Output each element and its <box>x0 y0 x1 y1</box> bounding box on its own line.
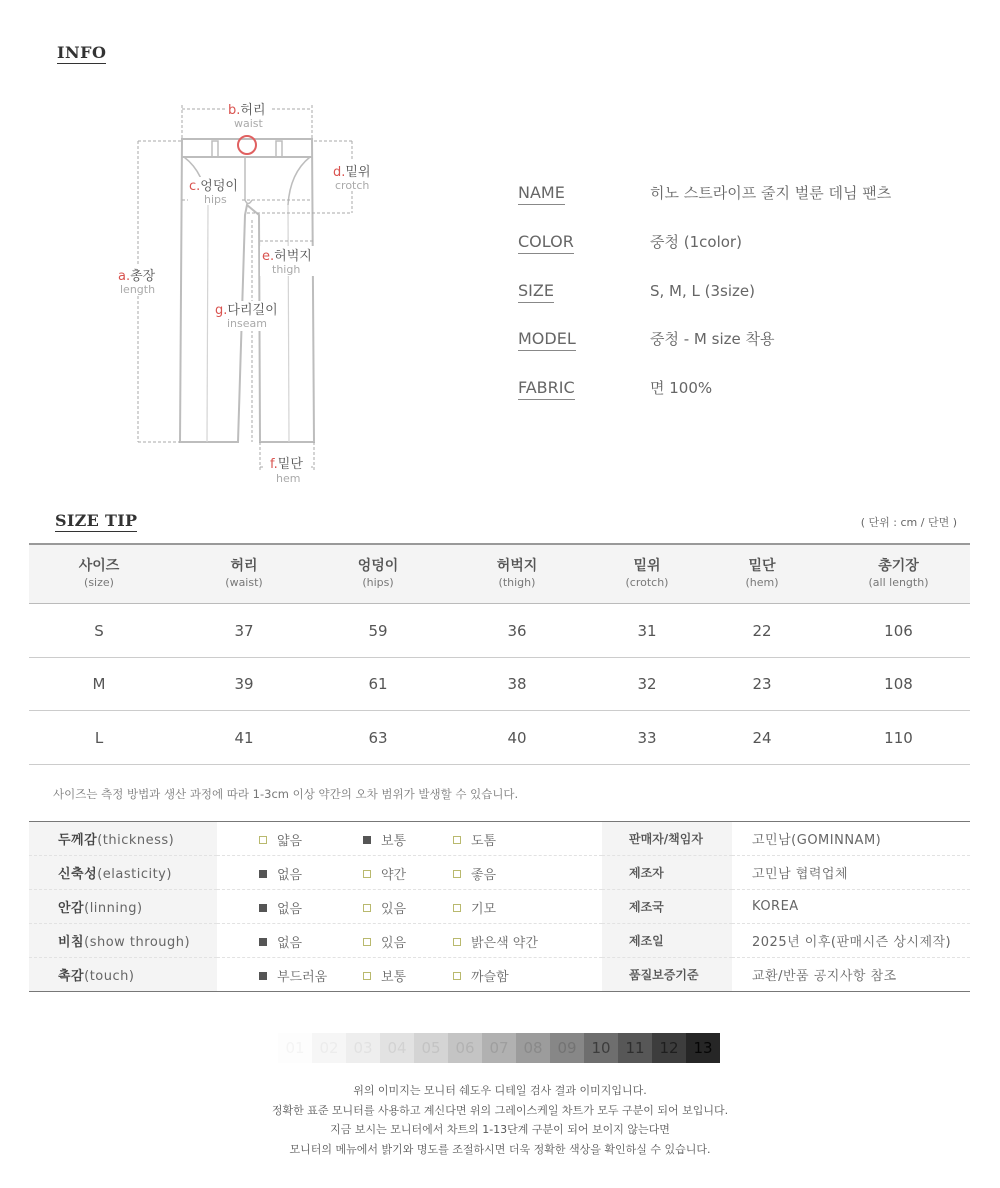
unchecked-box-icon <box>453 904 461 912</box>
fabric-option: 까슬함 <box>453 966 509 985</box>
fabric-row <box>29 822 970 856</box>
header-hem: 밑단 (hem) <box>697 544 827 604</box>
grayscale-step: 11 <box>618 1033 652 1063</box>
grayscale-step: 12 <box>652 1033 686 1063</box>
grayscale-step: 02 <box>312 1033 346 1063</box>
diagram-label-thigh: e.허벅지 <box>262 249 312 264</box>
fabric-row-label: 신축성(elasticity) <box>29 856 217 890</box>
header-hips: 엉덩이 (hips) <box>319 544 437 604</box>
unchecked-box-icon <box>363 972 371 980</box>
fabric-row-right-label: 제조일 <box>602 924 732 958</box>
header-size: 사이즈 (size) <box>29 544 169 604</box>
fabric-option: 약간 <box>363 864 406 883</box>
fabric-option: 얇음 <box>259 830 302 849</box>
fabric-option: 없음 <box>259 932 302 951</box>
size-tip-title: SIZE TIP <box>55 511 138 530</box>
table-row: S 37 59 36 31 22 106 <box>29 604 970 658</box>
fabric-row-right-value: KOREA <box>732 890 970 924</box>
fabric-row-options <box>217 958 602 992</box>
grayscale-step: 05 <box>414 1033 448 1063</box>
fabric-row-label: 안감(linning) <box>29 890 217 924</box>
grayscale-step: 06 <box>448 1033 482 1063</box>
svg-text:hips: hips <box>204 193 227 206</box>
fabric-option: 있음 <box>363 898 406 917</box>
header-length: 총기장 (all length) <box>827 544 970 604</box>
grayscale-step: 08 <box>516 1033 550 1063</box>
fabric-row-options <box>217 822 602 856</box>
grayscale-step: 03 <box>346 1033 380 1063</box>
fabric-row <box>29 924 970 958</box>
grayscale-step: 07 <box>482 1033 516 1063</box>
diagram-label-waist: b.허리 <box>228 103 266 118</box>
fabric-row <box>29 958 970 992</box>
monitor-note-line: 위의 이미지는 모니터 쉐도우 디테일 검사 결과 이미지입니다. <box>353 1084 647 1097</box>
fabric-row <box>29 890 970 924</box>
size-table-header <box>29 544 970 604</box>
fabric-row-right-label: 품질보증기준 <box>602 958 732 992</box>
fabric-option: 없음 <box>259 898 302 917</box>
fabric-option: 부드러움 <box>259 966 327 985</box>
svg-text:thigh: thigh <box>272 263 301 276</box>
header-thigh: 허벅지 (thigh) <box>437 544 597 604</box>
fabric-option: 도톰 <box>453 830 496 849</box>
checked-box-icon <box>259 904 267 912</box>
size-note: 사이즈는 측정 방법과 생산 과정에 따라 1-3cm 이상 약간의 오차 범위가 발생할 수 있습니다. <box>53 787 519 801</box>
diagram-label-length: a.총장 <box>118 269 156 284</box>
checked-box-icon <box>259 972 267 980</box>
checked-box-icon <box>259 938 267 946</box>
info-title: INFO <box>57 43 107 62</box>
unchecked-box-icon <box>453 836 461 844</box>
fabric-row-options <box>217 924 602 958</box>
info-row-size: SIZE S, M, L (3size) <box>518 281 938 311</box>
fabric-row-options <box>217 890 602 924</box>
fabric-option: 밝은색 약간 <box>453 932 538 951</box>
diagram-label-crotch: d.밑위 <box>333 165 371 180</box>
pants-measurement-diagram <box>110 95 380 490</box>
diagram-label-hips: c.엉덩이 <box>189 179 238 194</box>
fabric-row-right-label: 제조국 <box>602 890 732 924</box>
fabric-row-label: 촉감(touch) <box>29 958 217 992</box>
info-row-model: MODEL 중청 - M size 착용 <box>518 329 938 359</box>
unchecked-box-icon <box>259 836 267 844</box>
size-table <box>29 543 970 765</box>
svg-text:hem: hem <box>276 472 301 485</box>
unchecked-box-icon <box>363 870 371 878</box>
unchecked-box-icon <box>363 904 371 912</box>
grayscale-step: 04 <box>380 1033 414 1063</box>
fabric-row-right-value: 2025년 이후(판매시즌 상시제작) <box>732 924 970 958</box>
svg-text:waist: waist <box>234 117 263 130</box>
table-row: L 41 63 40 33 24 110 <box>29 711 970 765</box>
fabric-row-label: 두께감(thickness) <box>29 822 217 856</box>
unit-note: ( 단위 : cm / 단면 ) <box>860 516 957 529</box>
fabric-detail-table <box>29 821 970 992</box>
svg-text:length: length <box>120 283 156 296</box>
info-row-fabric: FABRIC 면 100% <box>518 378 938 408</box>
grayscale-chart <box>278 1033 720 1063</box>
unchecked-box-icon <box>453 870 461 878</box>
fabric-row-right-value: 교환/반품 공지사항 참조 <box>752 969 897 984</box>
fabric-option: 없음 <box>259 864 302 883</box>
fabric-row-right-value: 고민남(GOMINNAM) <box>732 822 970 856</box>
unchecked-box-icon <box>453 938 461 946</box>
monitor-notes <box>200 1081 800 1159</box>
header-crotch: 밑위 (crotch) <box>597 544 697 604</box>
fabric-row-right-label: 판매자/책임자 <box>602 822 732 856</box>
fabric-row-right-label: 제조자 <box>602 856 732 890</box>
monitor-note-line: 정확한 표준 모니터를 사용하고 계신다면 위의 그레이스케일 차트가 모두 구분이 되어 보입니다. <box>271 1103 729 1117</box>
fabric-option: 보통 <box>363 966 406 985</box>
svg-text:crotch: crotch <box>335 179 370 192</box>
table-row: M 39 61 38 32 23 108 <box>29 658 970 711</box>
fabric-option: 좋음 <box>453 864 496 883</box>
monitor-note-line: 지금 보시는 모니터에서 차트의 1-13단계 구분이 되어 보이지 않는다면 <box>330 1123 670 1136</box>
diagram-label-inseam: g.다리길이 <box>215 303 278 318</box>
info-row-name: NAME 히노 스트라이프 줄지 벌룬 데님 팬츠 <box>518 183 938 213</box>
diagram-label-hem: f.밑단 <box>270 457 303 472</box>
fabric-row-options <box>217 856 602 890</box>
svg-text:inseam: inseam <box>227 317 267 330</box>
fabric-row-right-value: 고민남 협력업체 <box>732 856 970 890</box>
grayscale-step: 09 <box>550 1033 584 1063</box>
unchecked-box-icon <box>363 938 371 946</box>
fabric-row-label: 비침(show through) <box>29 924 217 958</box>
info-row-color: COLOR 중청 (1color) <box>518 232 938 262</box>
grayscale-step: 13 <box>686 1033 720 1063</box>
monitor-note-line: 모니터의 메뉴에서 밝기와 명도를 조절하시면 더욱 정확한 색상을 확인하실 수 있습니다. <box>289 1142 711 1156</box>
grayscale-step: 01 <box>278 1033 312 1063</box>
header-waist: 허리 (waist) <box>169 544 319 604</box>
checked-box-icon <box>259 870 267 878</box>
fabric-option: 있음 <box>363 932 406 951</box>
fabric-row <box>29 856 970 890</box>
checked-box-icon <box>363 836 371 844</box>
unchecked-box-icon <box>453 972 461 980</box>
grayscale-step: 10 <box>584 1033 618 1063</box>
fabric-option: 보통 <box>363 830 406 849</box>
fabric-option: 기모 <box>453 898 496 917</box>
